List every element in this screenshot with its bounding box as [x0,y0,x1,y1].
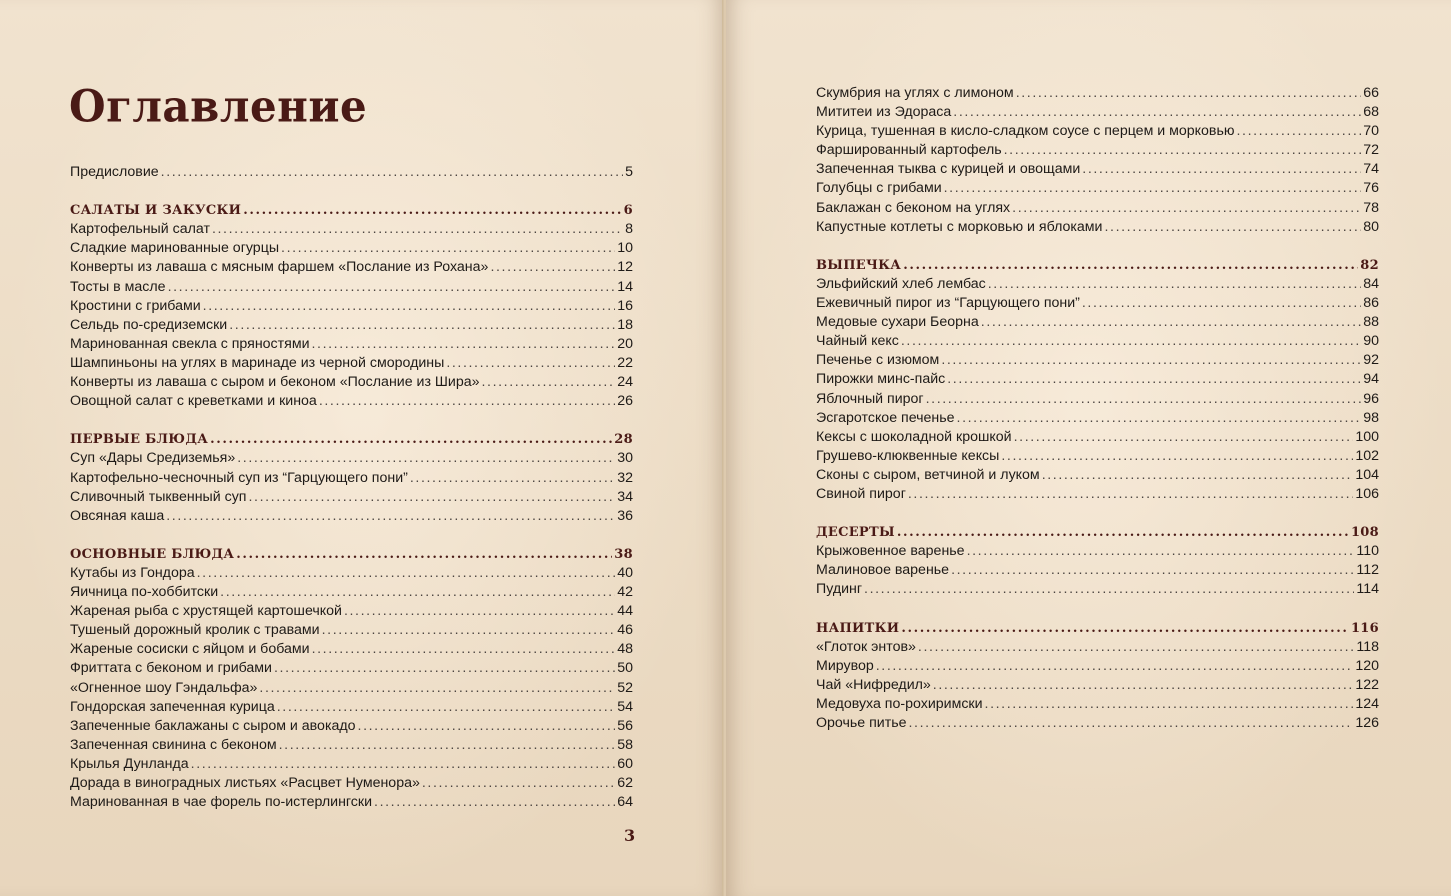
section-title: ОСНОВНЫЕ БЛЮДА [70,546,235,562]
entry-page-number: 32 [617,469,633,486]
toc-entry [70,755,633,774]
toc-entry [70,602,633,621]
entry-title: Конверты из лаваша с сыром и беконом «Послание из Шира» [70,374,480,391]
section-spacer [816,504,1379,523]
toc-entry [816,275,1379,294]
toc-entry [816,141,1379,160]
dot-leader [988,275,1361,294]
entry-title: Эсгаротское печенье [816,409,955,426]
entry-title: Фаршированный картофель [816,142,1002,159]
entry-title: Тосты в масле [70,278,166,295]
dot-leader [1004,141,1362,160]
dot-leader [876,657,1354,676]
dot-leader [358,717,616,736]
dot-leader [490,258,615,277]
dot-leader [951,561,1354,580]
toc-entry [70,736,633,755]
entry-page-number: 86 [1363,295,1379,312]
entry-title: Шампиньоны на углях в маринаде из черной смородины [70,354,445,371]
section-spacer [70,182,633,201]
dot-leader [274,659,615,678]
dot-leader [191,755,616,774]
toc-entry [816,370,1379,389]
toc-entry [70,679,633,698]
dot-leader [901,332,1361,351]
entry-title: Маринованная свекла с пряностями [70,335,310,352]
entry-page-number: 78 [1363,199,1379,216]
entry-title: Запеченная тыква с курицей и овощами [816,161,1081,178]
toc-left-column [70,163,633,812]
entry-page-number: 22 [617,354,633,371]
toc-entry [816,122,1379,141]
dot-leader [220,583,615,602]
entry-title: Маринованная в чае форель по-истерлингски [70,794,373,811]
entry-page-number: 82 [1360,257,1379,273]
entry-title: Картофельно-чесночный суп из “Гарцующего пони” [70,469,408,486]
dot-leader [909,714,1354,733]
dot-leader [918,638,1354,657]
dot-leader [953,103,1361,122]
section-title: НАПИТКИ [816,620,900,636]
entry-page-number: 58 [617,736,633,753]
page-number: 3 [624,826,636,845]
dot-leader [237,449,615,468]
entry-page-number: 42 [617,584,633,601]
right-page [726,0,1451,896]
toc-entry [816,542,1379,561]
entry-page-number: 96 [1363,390,1379,407]
entry-title: «Глоток энтов» [816,638,916,655]
dot-leader [279,736,616,755]
entry-title: Сконы с сыром, ветчиной и луком [816,466,1040,483]
entry-page-number: 62 [617,775,633,791]
entry-title: Ежевичный пирог из “Гарцующего пони” [816,295,1080,312]
toc-entry [816,294,1379,313]
entry-title: Запеченные баклажаны с сыром и авокадо [70,717,356,734]
section-title: ДЕСЕРТЫ [816,525,895,541]
entry-title: Орочье питье [816,715,907,732]
dot-leader [1001,447,1353,466]
dot-leader [957,409,1362,428]
dot-leader [203,297,616,316]
entry-page-number: 44 [617,603,633,620]
dot-leader [897,523,1349,542]
dot-leader [933,676,1354,695]
entry-page-number: 126 [1355,715,1379,732]
entry-page-number: 100 [1355,428,1379,445]
entry-page-number: 116 [1350,620,1379,636]
dot-leader [446,354,615,373]
entry-page-number: 5 [625,164,633,180]
dot-leader [908,485,1353,504]
dot-leader [344,602,615,621]
toc-entry [816,103,1379,122]
dot-leader [1082,294,1361,313]
dot-leader [312,640,616,659]
entry-page-number: 30 [617,450,633,467]
entry-page-number: 76 [1363,180,1379,197]
toc-entry [816,638,1379,657]
entry-title: Чайный кекс [816,333,899,350]
entry-title: Сладкие маринованные огурцы [70,240,280,257]
entry-page-number: 104 [1355,466,1379,483]
toc-entry [816,160,1379,179]
entry-page-number: 38 [614,546,633,562]
dot-leader [1016,84,1362,103]
entry-page-number: 120 [1355,657,1379,674]
section-spacer [816,600,1379,619]
toc-entry [816,218,1379,237]
dot-leader [319,392,615,411]
section-spacer [70,526,633,545]
toc-entry [70,488,633,507]
toc-section-heading [70,545,633,564]
entry-page-number: 8 [625,221,633,238]
entry-page-number: 12 [617,259,633,276]
dot-leader [281,239,615,258]
entry-title: Медовуха по-рохиримски [816,696,983,712]
dot-leader [967,542,1355,561]
dot-leader [903,256,1358,275]
entry-title: Чай «Нифредил» [816,676,931,693]
left-page [0,0,724,896]
toc-entry [70,564,633,583]
toc-entry [816,466,1379,485]
entry-title: Овощной салат с креветками и киноа [70,393,317,410]
entry-page-number: 66 [1363,85,1379,101]
toc-section-heading [70,430,633,449]
entry-title: Малиновое варенье [816,562,950,579]
entry-title: Яблочный пирог [816,390,924,407]
toc-entry [816,199,1379,218]
entry-page-number: 24 [617,374,633,391]
dot-leader [422,774,615,793]
entry-title: Мирувор [816,657,874,674]
section-title: ВЫПЕЧКА [816,257,902,273]
section-title: ПЕРВЫЕ БЛЮДА [70,432,209,448]
toc-entry [816,390,1379,409]
toc-right-column [816,84,1379,733]
dot-leader [236,545,612,564]
entry-page-number: 28 [614,432,633,448]
dot-leader [277,698,615,717]
dot-leader [482,373,616,392]
entry-page-number: 52 [617,679,633,696]
entry-title: Запеченная свинина с беконом [70,736,277,753]
dot-leader [1082,160,1361,179]
toc-entry [70,239,633,258]
entry-page-number: 46 [617,622,633,639]
entry-title: Тушеный дорожный кролик с травами [70,622,320,639]
entry-title: Курица, тушенная в кисло-сладком соусе с перцем и морковью [816,123,1235,140]
dot-leader [985,695,1354,714]
entry-page-number: 54 [617,698,633,715]
toc-entry [816,428,1379,447]
entry-title: Кутабы из Гондора [70,564,195,581]
entry-page-number: 102 [1355,447,1379,464]
dot-leader [981,313,1361,332]
entry-page-number: 68 [1363,104,1379,121]
toc-entry [816,695,1379,714]
entry-page-number: 48 [617,641,633,658]
entry-title: Свиной пирог [816,485,906,502]
toc-entry [816,332,1379,351]
page-title: Оглавление [69,80,368,133]
dot-leader [212,220,623,239]
entry-page-number: 40 [617,564,633,581]
toc-entry [816,179,1379,198]
dot-leader [161,163,623,182]
entry-page-number: 18 [617,316,633,333]
entry-title: Кростини с грибами [70,297,201,314]
toc-entry [70,717,633,736]
dot-leader [1014,428,1354,447]
entry-page-number: 36 [617,507,633,524]
entry-title: Сельдь по-средиземски [70,316,228,333]
toc-entry [816,561,1379,580]
entry-page-number: 14 [617,278,633,295]
entry-page-number: 84 [1363,275,1379,292]
toc-entry [70,335,633,354]
dot-leader [901,619,1349,638]
toc-section-heading [816,619,1379,638]
entry-title: Дорада в виноградных листьях «Расцвет Нуменора» [70,775,420,791]
entry-title: «Огненное шоу Гэндальфа» [70,679,258,696]
toc-entry [816,676,1379,695]
dot-leader [243,201,621,220]
toc-entry [70,507,633,526]
toc-entry [816,657,1379,676]
entry-page-number: 70 [1363,123,1379,140]
entry-page-number: 90 [1363,333,1379,350]
dot-leader [1012,199,1361,218]
section-spacer [816,237,1379,256]
toc-entry [70,258,633,277]
entry-page-number: 16 [617,297,633,314]
entry-page-number: 98 [1363,409,1379,426]
toc-entry [70,373,633,392]
entry-page-number: 122 [1355,676,1379,693]
entry-page-number: 60 [617,755,633,772]
entry-title: Пудинг [816,581,863,598]
entry-title: Медовые сухари Беорна [816,314,979,331]
toc-entry [816,313,1379,332]
dot-leader [941,351,1361,370]
entry-title: Жареная рыба с хрустящей картошечкой [70,603,342,620]
entry-page-number: 64 [617,794,633,811]
entry-title: Капустные котлеты с морковью и яблоками [816,218,1103,235]
toc-entry [70,774,633,793]
entry-title: Грушево-клюквенные кексы [816,447,1000,464]
toc-section-heading [816,256,1379,275]
entry-title: Конверты из лаваша с мясным фаршем «Послание из Рохана» [70,259,489,276]
entry-page-number: 110 [1356,543,1379,560]
entry-title: Крылья Дунланда [70,755,189,772]
toc-entry [70,640,633,659]
entry-title: Сливочный тыквенный суп [70,488,247,505]
section-title: САЛАТЫ И ЗАКУСКИ [70,203,242,219]
section-spacer [70,411,633,430]
toc-entry [70,297,633,316]
dot-leader [197,564,616,583]
toc-entry [70,220,633,239]
dot-leader [410,469,615,488]
entry-title: Мититеи из Эдораса [816,104,952,121]
entry-title: Суп «Дары Средиземья» [70,450,236,467]
dot-leader [1105,218,1362,237]
dot-leader [229,316,615,335]
toc-entry [70,698,633,717]
toc-entry [70,392,633,411]
dot-leader [166,507,615,526]
entry-title: Эльфийский хлеб лембас [816,275,986,292]
entry-page-number: 106 [1355,485,1379,502]
dot-leader [1237,122,1362,141]
dot-leader [1042,466,1354,485]
entry-page-number: 124 [1355,696,1379,712]
entry-title: Голубцы с грибами [816,180,942,197]
dot-leader [312,335,616,354]
dot-leader [926,390,1362,409]
toc-entry [70,793,633,812]
entry-page-number: 114 [1356,581,1379,598]
dot-leader [322,621,616,640]
entry-title: Овсяная каша [70,507,165,524]
entry-page-number: 34 [617,488,633,505]
toc-entry [70,163,633,182]
toc-entry [70,583,633,602]
entry-page-number: 88 [1363,314,1379,331]
entry-title: Баклажан с беконом на углях [816,199,1011,216]
entry-title: Фриттата с беконом и грибами [70,660,272,677]
toc-entry [70,316,633,335]
entry-page-number: 108 [1350,525,1379,541]
entry-page-number: 118 [1356,638,1379,655]
entry-page-number: 112 [1356,562,1379,579]
toc-entry [816,409,1379,428]
entry-title: Предисловие [70,164,159,180]
entry-title: Жареные сосиски с яйцом и бобами [70,641,310,658]
entry-title: Скумбрия на углях с лимоном [816,85,1014,101]
entry-page-number: 92 [1363,352,1379,369]
entry-page-number: 80 [1363,218,1379,235]
toc-entry [816,580,1379,599]
toc-entry [816,485,1379,504]
toc-entry [70,278,633,297]
toc-entry [816,714,1379,733]
toc-section-heading [816,523,1379,542]
toc-entry [70,469,633,488]
entry-page-number: 72 [1363,142,1379,159]
toc-entry [70,659,633,678]
entry-page-number: 94 [1363,371,1379,388]
entry-title: Картофельный салат [70,221,210,238]
entry-page-number: 26 [617,393,633,410]
dot-leader [944,179,1362,198]
toc-entry [816,351,1379,370]
entry-page-number: 56 [617,717,633,734]
dot-leader [947,370,1361,389]
entry-page-number: 74 [1363,161,1379,178]
dot-leader [248,488,615,507]
entry-page-number: 10 [617,240,633,257]
entry-title: Гондорская запеченная курица [70,698,275,715]
toc-entry [816,84,1379,103]
toc-entry [70,354,633,373]
dot-leader [168,278,616,297]
toc-section-heading [70,201,633,220]
toc-entry [816,447,1379,466]
entry-page-number: 20 [617,335,633,352]
dot-leader [374,793,615,812]
entry-page-number: 50 [617,660,633,677]
entry-title: Печенье с изюмом [816,352,940,369]
entry-title: Яичница по-хоббитски [70,584,219,601]
dot-leader [864,580,1354,599]
toc-entry [70,621,633,640]
dot-leader [210,430,612,449]
entry-title: Крыжовенное варенье [816,543,965,560]
entry-title: Пирожки минс-пайс [816,371,946,388]
dot-leader [259,679,615,698]
entry-page-number: 6 [623,203,633,219]
toc-entry [70,449,633,468]
entry-title: Кексы с шоколадной крошкой [816,428,1012,445]
